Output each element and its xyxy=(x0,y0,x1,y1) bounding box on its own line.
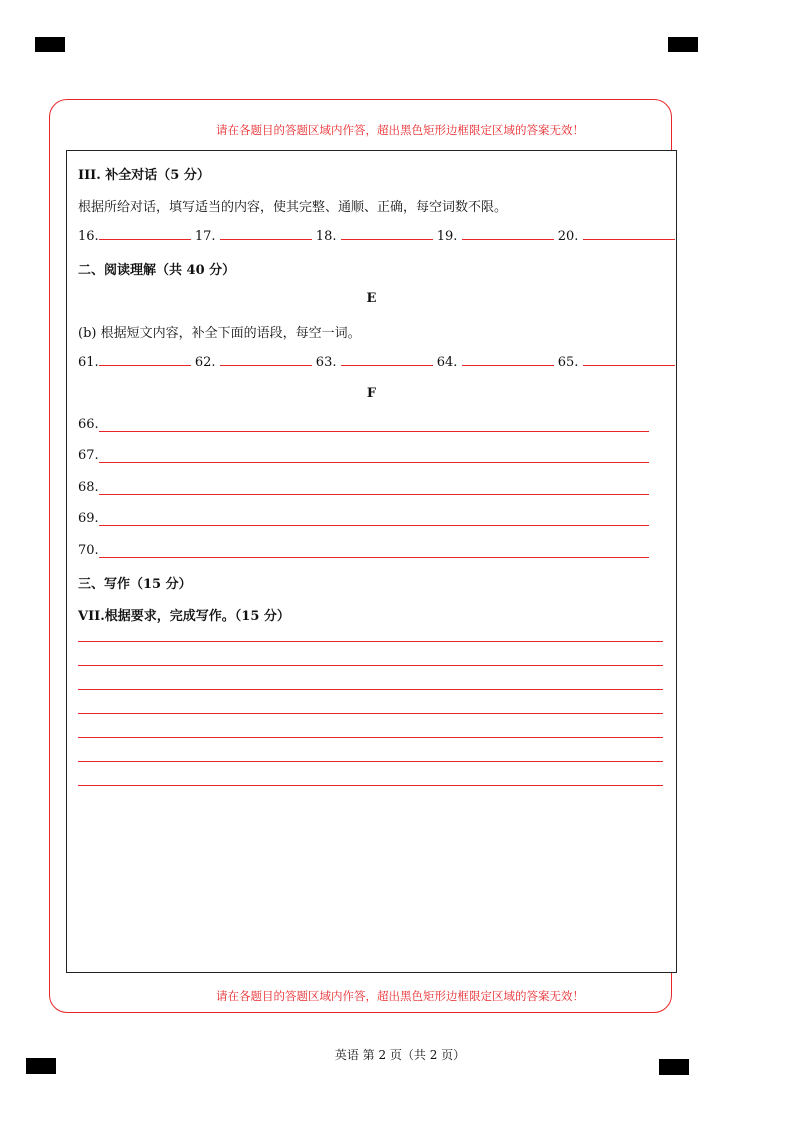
part-f-label-67: 67. xyxy=(78,448,99,463)
writing-line[interactable] xyxy=(78,737,663,738)
page-footer: 英语 第 2 页（共 2 页） xyxy=(334,1048,466,1062)
answer-blank-17[interactable] xyxy=(220,228,312,240)
answer-line-66[interactable] xyxy=(99,431,649,432)
item-label: 62. xyxy=(194,355,216,370)
writing-line[interactable] xyxy=(78,761,663,762)
item-label: 20. xyxy=(557,229,579,244)
warning-bottom: 请在各题目的答题区域内作答，超出黑色矩形边框限定区域的答案无效！ xyxy=(216,989,584,1003)
writing-line[interactable] xyxy=(78,713,663,714)
section3-title: III. 补全对话（5 分） xyxy=(78,168,210,183)
writing-line[interactable] xyxy=(78,641,663,642)
answer-line-69[interactable] xyxy=(99,525,649,526)
item-label: 64. xyxy=(436,355,458,370)
item-label: 65. xyxy=(557,355,579,370)
answer-area-box xyxy=(66,150,677,973)
answer-blank-16[interactable] xyxy=(99,228,191,240)
reading-section-title: 二、阅读理解（共 40 分） xyxy=(78,263,236,278)
section3-answer-row xyxy=(78,228,675,244)
registration-mark-top-right xyxy=(668,37,698,52)
answer-blank-20[interactable] xyxy=(583,228,675,240)
answer-blank-19[interactable] xyxy=(462,228,554,240)
item-label: 61. xyxy=(78,355,99,370)
registration-mark-top-left xyxy=(35,37,65,52)
answer-blank-18[interactable] xyxy=(341,228,433,240)
writing-line[interactable] xyxy=(78,689,663,690)
part-e-answer-row xyxy=(78,354,675,370)
item-label: 19. xyxy=(436,229,458,244)
part-f-label-66: 66. xyxy=(78,417,99,432)
answer-line-68[interactable] xyxy=(99,494,649,495)
answer-blank-61[interactable] xyxy=(99,354,191,366)
section3-instruction: 根据所给对话，填写适当的内容，使其完整、通顺、正确，每空词数不限。 xyxy=(78,200,508,215)
part-e-heading: E xyxy=(366,291,377,306)
writing-line[interactable] xyxy=(78,785,663,786)
item-label: 63. xyxy=(315,355,337,370)
writing-line[interactable] xyxy=(78,665,663,666)
item-label: 16. xyxy=(78,229,99,244)
part-f-label-70: 70. xyxy=(78,543,99,558)
answer-blank-64[interactable] xyxy=(462,354,554,366)
part-e-instruction: (b) 根据短文内容，补全下面的语段，每空一词。 xyxy=(78,326,361,341)
part-f-label-69: 69. xyxy=(78,511,99,526)
part-f-heading: F xyxy=(366,386,377,401)
item-label: 17. xyxy=(194,229,216,244)
part-f-label-68: 68. xyxy=(78,480,99,495)
answer-blank-65[interactable] xyxy=(583,354,675,366)
answer-line-70[interactable] xyxy=(99,557,649,558)
answer-blank-62[interactable] xyxy=(220,354,312,366)
writing-section-title: 三、写作（15 分） xyxy=(78,577,192,592)
item-label: 18. xyxy=(315,229,337,244)
writing-task-title: VII.根据要求，完成写作。（15 分） xyxy=(78,609,290,624)
answer-blank-63[interactable] xyxy=(341,354,433,366)
warning-top: 请在各题目的答题区域内作答，超出黑色矩形边框限定区域的答案无效！ xyxy=(216,123,584,137)
answer-line-67[interactable] xyxy=(99,462,649,463)
